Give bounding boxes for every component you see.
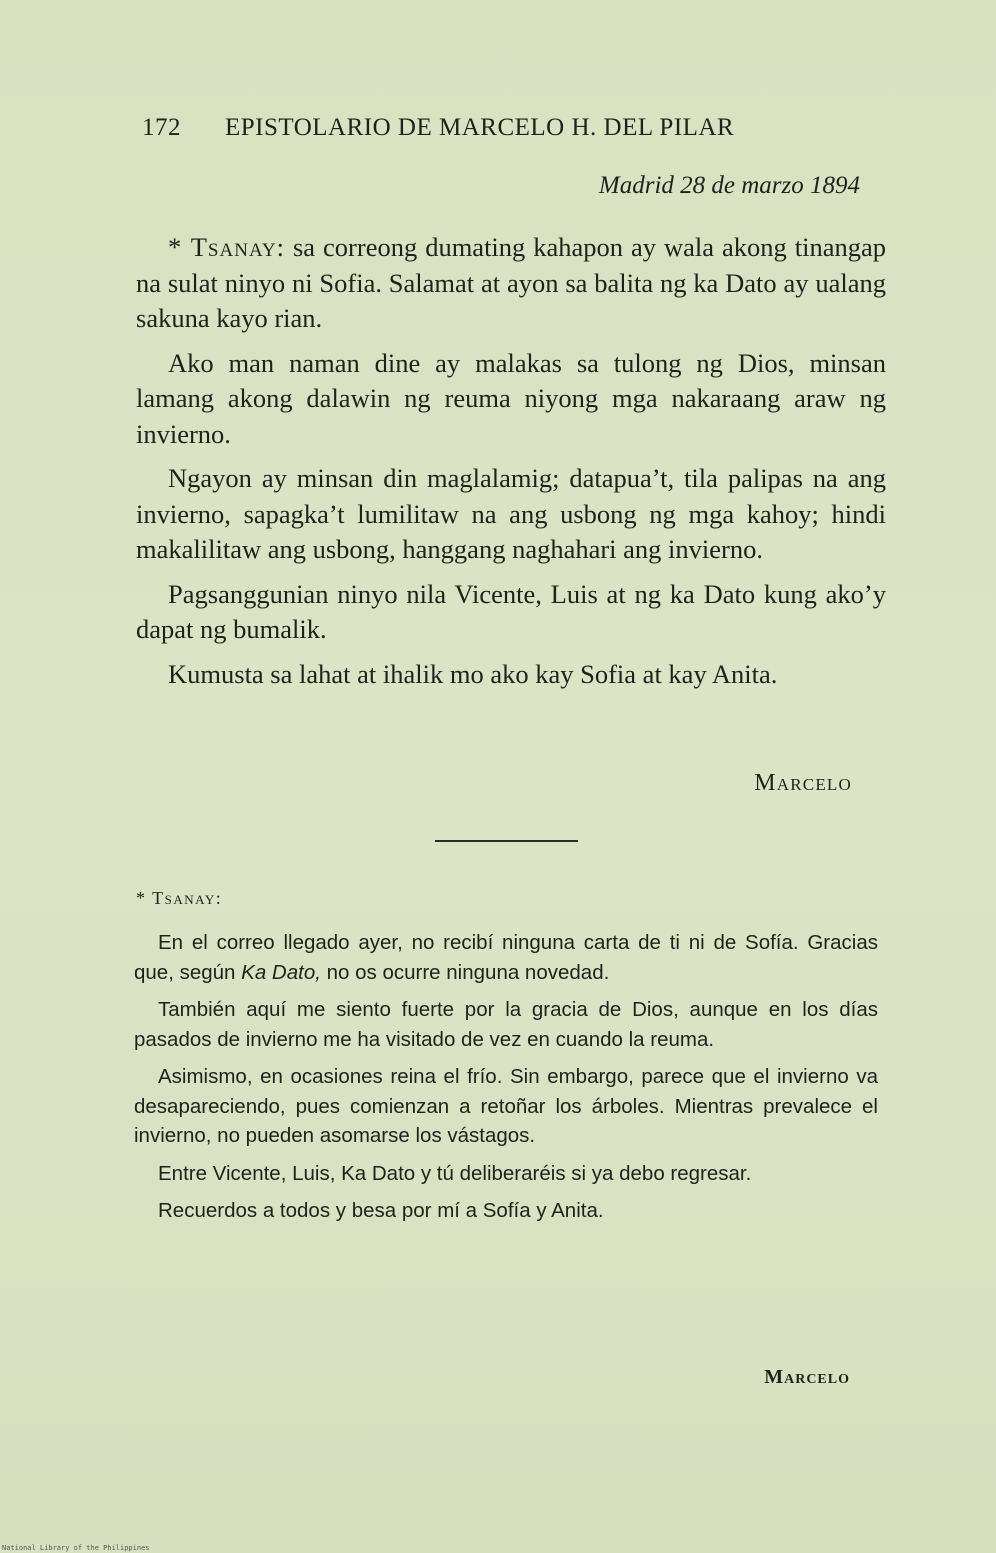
letter-paragraph-4: Pagsanggunian ninyo nila Vicente, Luis at ng ka Dato kung ako’y dapat ng bumalik. [136, 578, 886, 644]
translation-paragraph-2: También aquí me siento fuerte por la gracia de Dios, aunque en los días pasados de invierno me ha visitado de vez en cuando la reuma. [134, 998, 878, 1051]
translation-paragraph-1-text-b: no os ocurre ninguna novedad. [320, 960, 610, 984]
section-divider [435, 840, 578, 842]
running-title: EPISTOLARIO DE MARCELO H. DEL PILAR [225, 114, 735, 141]
letter-signature: Marcelo [754, 770, 852, 796]
translation-paragraph-3: Asimismo, en ocasiones reina el frío. Sin embargo, parece que el invierno va desapareciendo, pues comienzan a retoñar los árboles. Mientras prevalece el invierno, no pueden asomarse los vástagos. [134, 1065, 878, 1147]
letter-date: Madrid 28 de marzo 1894 [598, 172, 860, 199]
letter-paragraph-5: Kumusta sa lahat at ihalik mo ako kay Sofia at kay Anita. [168, 658, 778, 689]
translation-paragraph-5: Recuerdos a todos y besa por mí a Sofía y Anita. [158, 1199, 604, 1222]
letter-paragraph-3: Ngayon ay minsan din maglalamig; datapua’t, tila palipas na ang invierno, sapagka’t lumilitaw na ang usbong ng mga kahoy; hindi makalilitaw ang usbong, hanggang naghahari ang invierno. [136, 463, 886, 564]
translation-italic-name: Ka Dato, [241, 960, 321, 984]
letter-paragraph-1-text: sa correong dumating kahapon ay wala akong tinangap na sulat ninyo ni Sofia. Salamat at ayon sa balita ng ka Dato ay ualang sakuna kayo rian. [136, 232, 887, 333]
letter-paragraph-1 [136, 230, 886, 337]
translation-paragraph-4: Entre Vicente, Luis, Ka Dato y tú deliberaréis si ya debo regresar. [158, 1161, 752, 1185]
translation-signature: Marcelo [764, 1366, 850, 1388]
translation-paragraph-1 [134, 928, 878, 987]
page-number: 172 [142, 114, 181, 141]
footnote-translation [134, 928, 878, 1234]
letter-body [136, 230, 886, 701]
letter-paragraph-2: Ako man naman dine ay malakas sa tulong ng Dios, minsan lamang akong dalawin ng reuma niyong mga nakaraang araw ng invierno. [136, 347, 886, 449]
letter-salutation: * Tsanay: [168, 232, 286, 262]
running-header [142, 114, 734, 142]
translation-paragraph-1-text-a: En el correo llegado ayer, no recibí ninguna carta de ti ni de Sofía. Gracias que, según [134, 931, 878, 984]
footnote-heading: * Tsanay: [136, 888, 223, 908]
library-credit: National Library of the Philippines [2, 1544, 150, 1552]
